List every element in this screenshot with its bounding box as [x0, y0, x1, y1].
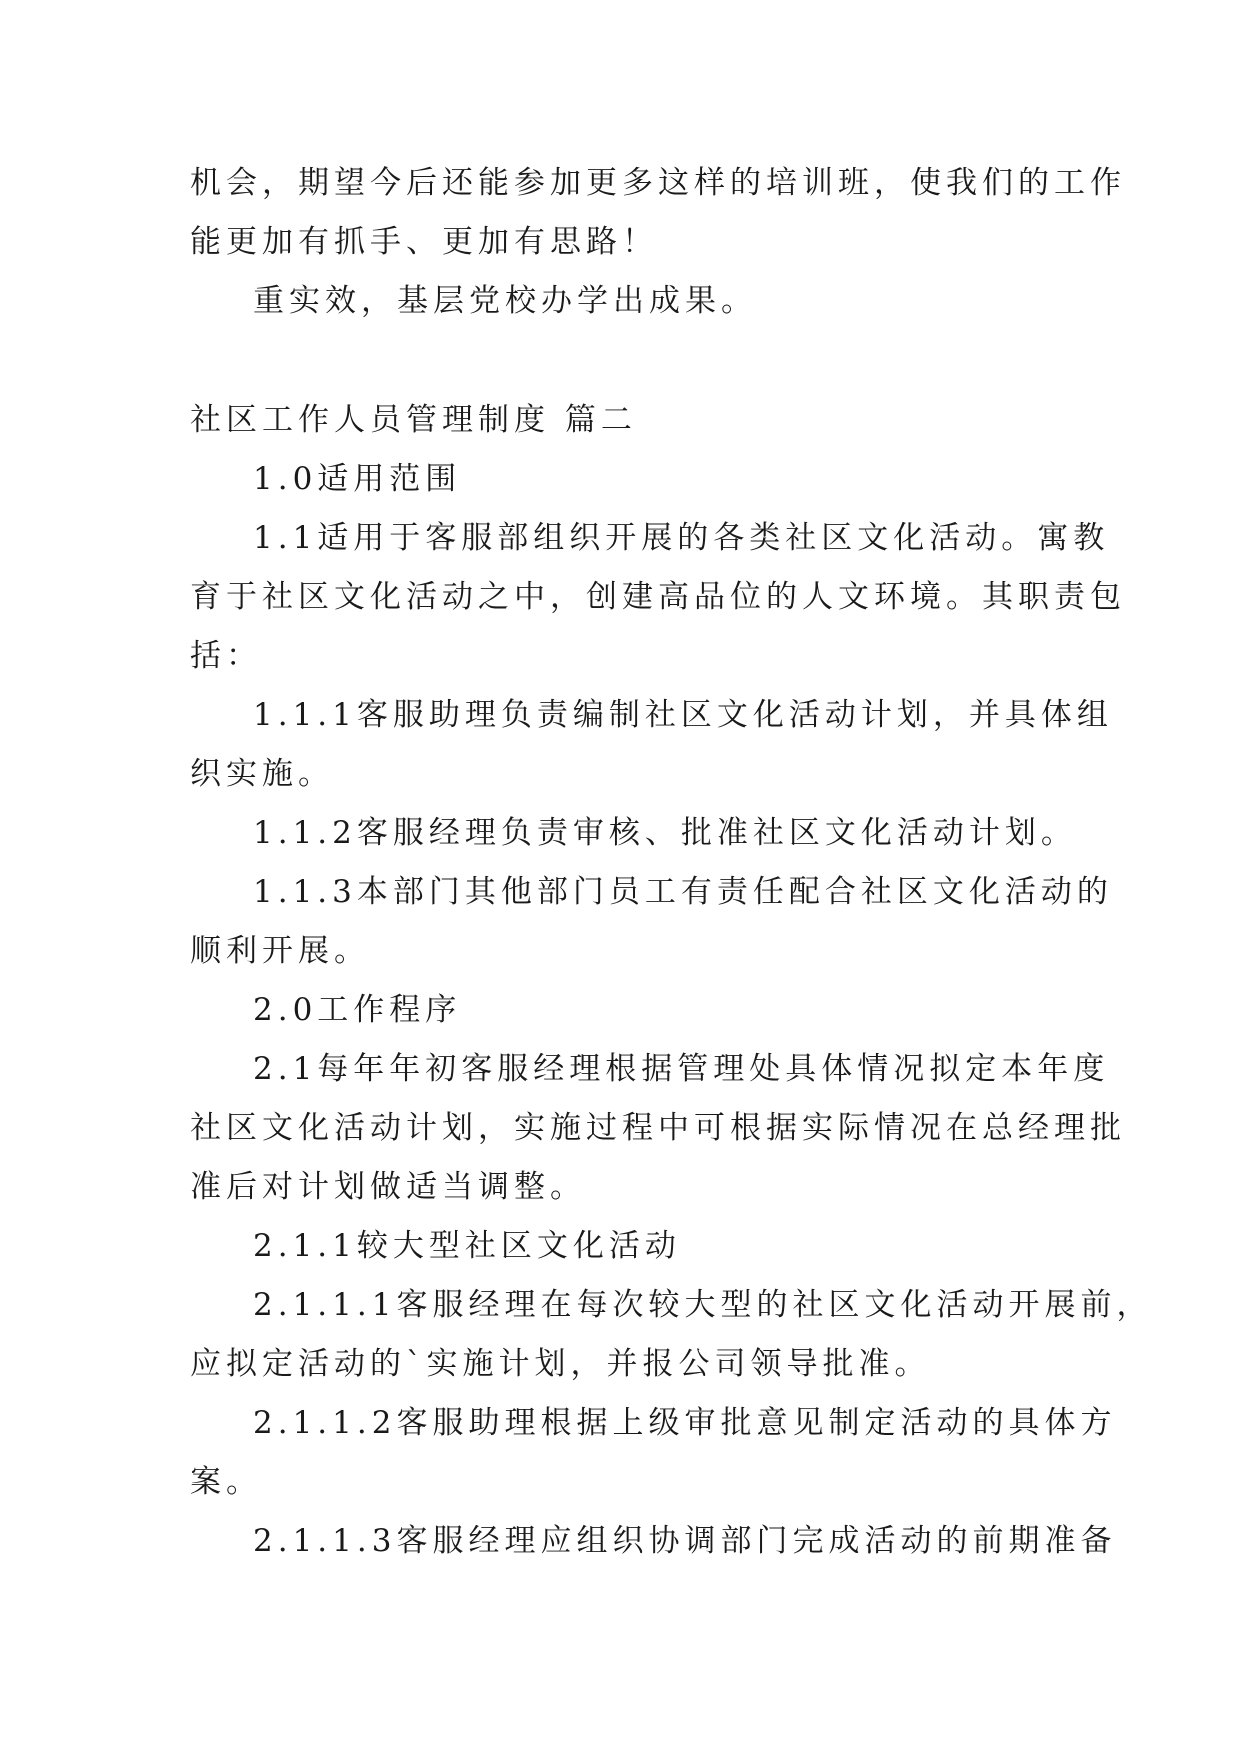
paragraph-line: 1.1.2客服经理负责审核、批准社区文化活动计划。	[253, 815, 1077, 851]
paragraph-line: 案。	[190, 1464, 262, 1500]
subsection-heading: 2.1.1较大型社区文化活动	[253, 1228, 681, 1264]
paragraph-line: 2.1.1.2客服助理根据上级审批意见制定活动的具体方	[253, 1405, 1117, 1441]
paragraph-line: 1.1.1客服助理负责编制社区文化活动计划，并具体组	[253, 697, 1113, 733]
paragraph-line: 2.1每年年初客服经理根据管理处具体情况拟定本年度	[253, 1051, 1110, 1087]
paragraph-line: 织实施。	[190, 756, 334, 792]
paragraph-line: 能更加有抓手、更加有思路！	[190, 224, 658, 260]
paragraph-line: 育于社区文化活动之中，创建高品位的人文环境。其职责包	[190, 579, 1126, 615]
paragraph-line: 社区文化活动计划，实施过程中可根据实际情况在总经理批	[190, 1110, 1126, 1146]
paragraph-line: 重实效，基层党校办学出成果。	[253, 283, 757, 319]
paragraph-line: 1.1.3本部门其他部门员工有责任配合社区文化活动的	[253, 874, 1113, 910]
subsection-heading: 2.0工作程序	[253, 992, 462, 1028]
paragraph-line: 2.1.1.1客服经理在每次较大型的社区文化活动开展前，	[253, 1287, 1153, 1323]
paragraph-line: 2.1.1.3客服经理应组织协调部门完成活动的前期准备	[253, 1523, 1117, 1559]
paragraph-line: 准后对计划做适当调整。	[190, 1169, 586, 1205]
subsection-heading: 1.0适用范围	[253, 461, 462, 497]
paragraph-line: 机会，期望今后还能参加更多这样的培训班，使我们的工作	[190, 165, 1126, 201]
paragraph-line: 顺利开展。	[190, 933, 370, 969]
paragraph-line: 括：	[190, 638, 262, 674]
section-heading: 社区工作人员管理制度 篇二	[190, 402, 637, 438]
paragraph-line: 应拟定活动的`实施计划，并报公司领导批准。	[190, 1346, 931, 1382]
paragraph-line: 1.1适用于客服部组织开展的各类社区文化活动。寓教	[253, 520, 1110, 556]
